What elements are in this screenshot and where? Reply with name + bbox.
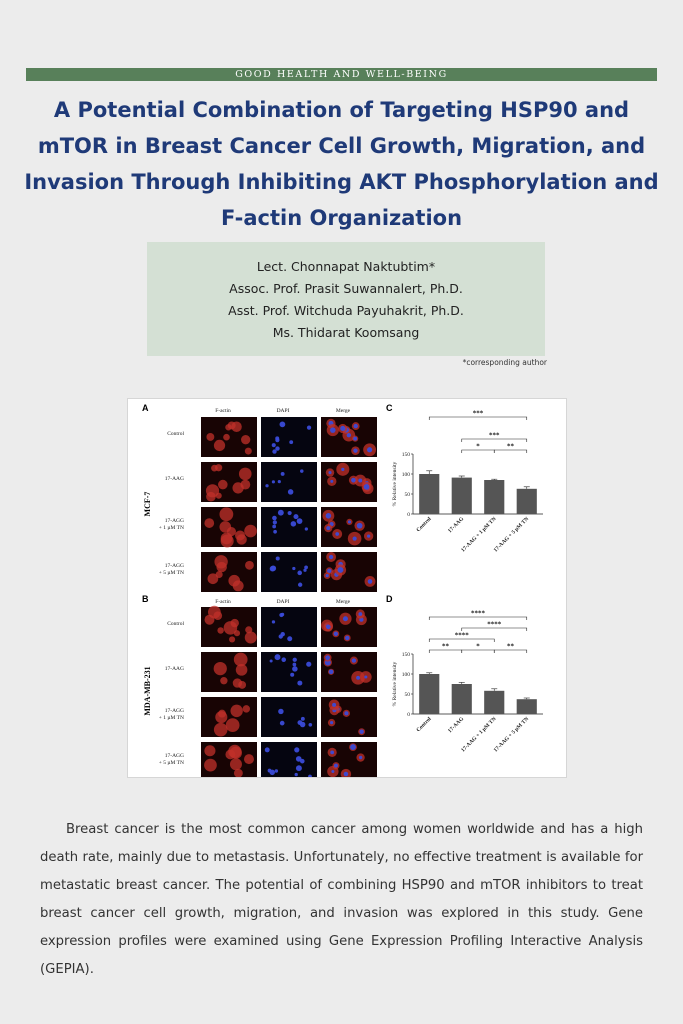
- category-label: 17-AAG + 1 µM TN: [460, 516, 498, 554]
- cell-mark: [244, 525, 257, 538]
- cell-mark: [225, 424, 231, 430]
- cell-mark: [204, 518, 214, 528]
- nucleus-mark: [297, 571, 302, 576]
- y-tick-label: 150: [401, 452, 410, 458]
- cell-mark: [230, 758, 242, 770]
- nucleus-mark: [293, 658, 297, 662]
- nucleus-mark: [273, 520, 277, 524]
- nucleus-mark: [280, 721, 285, 726]
- cell-mark: [235, 530, 245, 540]
- panel-label-d: D: [386, 594, 393, 604]
- nucleus-mark: [326, 526, 330, 530]
- bar: [419, 474, 439, 514]
- cell-mark: [211, 465, 218, 472]
- cell-mark: [223, 434, 230, 441]
- nucleus-mark: [354, 424, 358, 428]
- nucleus-mark: [290, 673, 294, 677]
- nucleus-mark: [353, 437, 357, 441]
- column-header-factin: F-actin: [215, 599, 231, 605]
- nucleus-mark: [281, 632, 285, 636]
- research-figure: [127, 398, 567, 778]
- significance-label: **: [507, 642, 514, 651]
- nucleus-mark: [364, 675, 367, 678]
- category-label: 17-AAG: [447, 516, 466, 535]
- row-label: 17-AGG: [164, 753, 184, 759]
- nucleus-mark: [297, 518, 303, 524]
- nucleus-mark: [301, 717, 305, 721]
- nucleus-mark: [356, 676, 360, 680]
- bar: [419, 674, 439, 714]
- nucleus-mark: [330, 750, 334, 754]
- cell-line-label-mda: MDA-MB-231: [143, 666, 152, 716]
- nucleus-mark: [293, 663, 297, 667]
- cell-mark: [216, 562, 226, 572]
- cell-mark: [244, 754, 254, 764]
- nucleus-mark: [298, 583, 302, 587]
- nucleus-mark: [348, 520, 351, 523]
- significance-label: ****: [454, 631, 469, 640]
- nucleus-mark: [364, 484, 370, 490]
- nucleus-mark: [330, 427, 336, 433]
- nucleus-mark: [309, 723, 313, 727]
- nucleus-mark: [326, 574, 329, 577]
- nucleus-mark: [330, 480, 333, 483]
- category-label: 17-AAG + 5 µM TN: [492, 516, 531, 554]
- nucleus-mark: [295, 773, 298, 776]
- nucleus-mark: [273, 530, 277, 534]
- nucleus-mark: [297, 720, 302, 725]
- nucleus-mark: [270, 659, 273, 662]
- cell-mark: [226, 718, 240, 732]
- nucleus-mark: [288, 511, 292, 515]
- nucleus-mark: [307, 426, 311, 430]
- y-tick-label: 50: [404, 692, 410, 698]
- category-banner: GOOD HEALTH AND WELL-BEING: [26, 68, 657, 81]
- nucleus-mark: [272, 516, 277, 521]
- column-header-merge: Merge: [335, 599, 351, 605]
- nucleus-mark: [335, 532, 339, 536]
- corresponding-author-note: *corresponding author: [462, 358, 547, 367]
- nucleus-mark: [279, 613, 283, 617]
- cell-mark: [230, 705, 242, 717]
- nucleus-mark: [272, 443, 276, 447]
- column-header-merge: Merge: [335, 408, 351, 414]
- cell-mark: [218, 710, 226, 718]
- cell-mark: [224, 621, 238, 635]
- y-tick-label: 0: [407, 512, 410, 518]
- column-header-dapi: DAPI: [276, 599, 290, 605]
- nucleus-mark: [292, 567, 295, 570]
- significance-label: *: [476, 442, 480, 451]
- bar: [517, 699, 537, 714]
- row-label: 17-AAG: [164, 476, 184, 482]
- significance-label: ****: [471, 609, 485, 618]
- y-tick-label: 100: [401, 472, 410, 478]
- bar-chart-d: [392, 610, 543, 754]
- cell-mark: [245, 448, 252, 455]
- nucleus-mark: [306, 662, 311, 667]
- micrograph-tile: [261, 462, 317, 502]
- nucleus-mark: [352, 658, 356, 662]
- row-label: + 1 µM TN: [158, 715, 184, 721]
- nucleus-mark: [272, 620, 275, 623]
- nucleus-mark: [300, 759, 305, 764]
- category-label: 17-AAG: [447, 716, 466, 735]
- article-title: A Potential Combination of Targeting HSP90 and mTOR in Breast Cancer Cell Growth, Migration, and Invasion Through Inhibiting AKT Phosphorylation and F-actin Organization: [24, 98, 659, 230]
- nucleus-mark: [341, 468, 344, 471]
- nucleus-mark: [359, 730, 363, 734]
- cell-mark: [214, 662, 227, 675]
- micrograph-tile: [261, 697, 317, 737]
- bar: [452, 478, 472, 514]
- figure-canvas: [128, 399, 566, 777]
- cell-mark: [241, 435, 250, 444]
- row-label: 17-AGG: [164, 518, 184, 524]
- column-header-dapi: DAPI: [276, 408, 290, 414]
- nucleus-mark: [276, 557, 280, 561]
- cell-mark: [230, 747, 242, 759]
- panel-label-b: B: [142, 594, 149, 604]
- row-label: 17-AGG: [164, 563, 184, 569]
- nucleus-mark: [278, 709, 283, 714]
- cell-mark: [245, 626, 252, 633]
- bar: [452, 684, 472, 714]
- nucleus-mark: [353, 537, 357, 541]
- nucleus-mark: [330, 721, 333, 724]
- nucleus-mark: [329, 669, 334, 674]
- nucleus-mark: [332, 703, 336, 707]
- microscopy-grid: [159, 417, 377, 777]
- cell-mark: [214, 723, 228, 737]
- cell-mark: [217, 627, 224, 634]
- cell-mark: [233, 580, 244, 591]
- significance-label: ***: [489, 431, 500, 440]
- micrograph-tile: [201, 552, 257, 592]
- author-name: Ms. Thidarat Koomsang: [272, 325, 420, 340]
- nucleus-mark: [343, 616, 348, 621]
- nucleus-mark: [304, 565, 308, 569]
- nucleus-mark: [278, 480, 281, 483]
- nucleus-mark: [275, 446, 279, 450]
- nucleus-mark: [289, 440, 293, 444]
- nucleus-mark: [272, 480, 275, 483]
- cell-line-label-mcf7: MCF-7: [143, 491, 152, 517]
- nucleus-mark: [297, 681, 302, 686]
- micrograph-tile: [261, 652, 317, 692]
- nucleus-mark: [328, 471, 331, 474]
- nucleus-mark: [275, 438, 279, 442]
- cell-mark: [204, 759, 217, 772]
- nucleus-mark: [358, 612, 362, 616]
- cell-mark: [220, 677, 227, 684]
- category-label: Control: [415, 516, 433, 534]
- micrograph-tile: [261, 417, 317, 457]
- nucleus-mark: [353, 448, 357, 452]
- row-label: Control: [167, 621, 184, 627]
- nucleus-mark: [270, 565, 276, 571]
- abstract-paragraph: Breast cancer is the most common cancer among women worldwide and has a high death rate, mainly due to metastasis. Unfortunately, no effective treatment is available for metastatic breast cancer. The potential of combining HSP90 and mTOR inhibitors to treat breast cancer cell growth, migration, and invasion was explored in this study. Gene expression profiles were examined using Gene Expression Profiling Interactive Analysis (GEPIA).: [40, 822, 643, 977]
- category-label: 17-AAG + 1 µM TN: [460, 716, 498, 754]
- nucleus-mark: [291, 521, 296, 526]
- nucleus-mark: [288, 489, 294, 495]
- y-axis-label: % Relative intensity: [392, 661, 398, 707]
- bar-chart-c: [392, 410, 543, 554]
- nucleus-mark: [344, 711, 348, 715]
- y-tick-label: 0: [407, 712, 410, 718]
- nucleus-mark: [272, 525, 276, 529]
- nucleus-mark: [368, 579, 373, 584]
- cell-mark: [206, 484, 219, 497]
- row-label: Control: [167, 431, 184, 437]
- nucleus-mark: [275, 769, 278, 772]
- nucleus-mark: [293, 514, 298, 519]
- nucleus-mark: [325, 655, 330, 660]
- cell-mark: [229, 636, 235, 642]
- nucleus-mark: [296, 765, 302, 771]
- nucleus-mark: [329, 555, 333, 559]
- nucleus-mark: [367, 534, 370, 537]
- row-label: + 1 µM TN: [158, 525, 184, 531]
- significance-label: ****: [487, 620, 502, 629]
- nucleus-mark: [300, 469, 303, 472]
- column-header-factin: F-actin: [215, 408, 231, 414]
- nucleus-mark: [351, 478, 356, 483]
- author-name: Asst. Prof. Witchuda Payuhakrit, Ph.D.: [228, 303, 464, 318]
- cell-mark: [243, 705, 250, 712]
- y-tick-label: 100: [401, 672, 410, 678]
- y-axis-label: % Relative intensity: [392, 461, 398, 507]
- nucleus-mark: [357, 523, 363, 529]
- row-label: 17-AGG: [164, 708, 184, 714]
- nucleus-mark: [287, 636, 292, 641]
- nucleus-mark: [275, 654, 281, 660]
- micrograph-tile: [261, 552, 317, 592]
- row-label: 17-AAG: [164, 666, 184, 672]
- row-label: + 5 µM TN: [158, 570, 184, 576]
- nucleus-mark: [367, 447, 372, 452]
- row-label: + 5 µM TN: [158, 760, 184, 766]
- cell-mark: [231, 421, 241, 431]
- cell-mark: [245, 631, 257, 643]
- cell-mark: [221, 533, 233, 545]
- nucleus-mark: [358, 479, 362, 483]
- author-name: Lect. Chonnapat Naktubtim*: [256, 259, 436, 274]
- nucleus-mark: [278, 510, 284, 516]
- nucleus-mark: [305, 527, 308, 530]
- nucleus-mark: [265, 484, 268, 487]
- nucleus-mark: [326, 625, 331, 630]
- micrograph-tile: [201, 652, 257, 692]
- significance-label: *: [476, 642, 480, 651]
- cell-mark: [213, 611, 222, 620]
- significance-label: **: [507, 442, 514, 451]
- cell-mark: [245, 561, 254, 570]
- category-label: 17-AAG + 5 µM TN: [492, 716, 531, 754]
- category-label: Control: [415, 716, 433, 734]
- nucleus-mark: [345, 636, 349, 640]
- nucleus-mark: [292, 666, 298, 672]
- nucleus-mark: [331, 770, 334, 773]
- y-tick-label: 150: [401, 652, 410, 658]
- cell-mark: [205, 615, 215, 625]
- cell-mark: [232, 482, 243, 493]
- significance-label: **: [442, 642, 449, 651]
- nucleus-mark: [344, 772, 349, 777]
- cell-mark: [234, 653, 248, 667]
- nucleus-mark: [350, 744, 356, 750]
- author-name: Assoc. Prof. Prasit Suwannalert, Ph.D.: [229, 281, 463, 296]
- significance-label: ***: [472, 409, 484, 418]
- cell-mark: [206, 433, 214, 441]
- nucleus-mark: [337, 567, 343, 573]
- panel-label-c: C: [386, 403, 393, 413]
- nucleus-mark: [270, 770, 275, 775]
- nucleus-mark: [265, 747, 270, 752]
- cell-mark: [239, 468, 252, 481]
- nucleus-mark: [281, 472, 285, 476]
- nucleus-mark: [281, 657, 286, 662]
- nucleus-mark: [359, 756, 362, 759]
- cell-mark: [219, 507, 233, 521]
- nucleus-mark: [294, 747, 299, 752]
- nucleus-mark: [280, 421, 286, 427]
- nucleus-mark: [340, 426, 345, 431]
- cell-mark: [218, 480, 228, 490]
- cell-mark: [204, 745, 215, 756]
- authors-box: [147, 242, 545, 356]
- nucleus-mark: [334, 632, 338, 636]
- bar: [484, 480, 504, 514]
- y-tick-label: 50: [404, 492, 410, 498]
- nucleus-mark: [326, 513, 332, 519]
- micrograph-tile: [201, 697, 257, 737]
- cell-mark: [233, 678, 242, 687]
- bar: [517, 489, 537, 514]
- bar: [484, 691, 504, 714]
- nucleus-mark: [334, 764, 338, 768]
- cell-mark: [214, 440, 225, 451]
- panel-label-a: A: [142, 403, 149, 413]
